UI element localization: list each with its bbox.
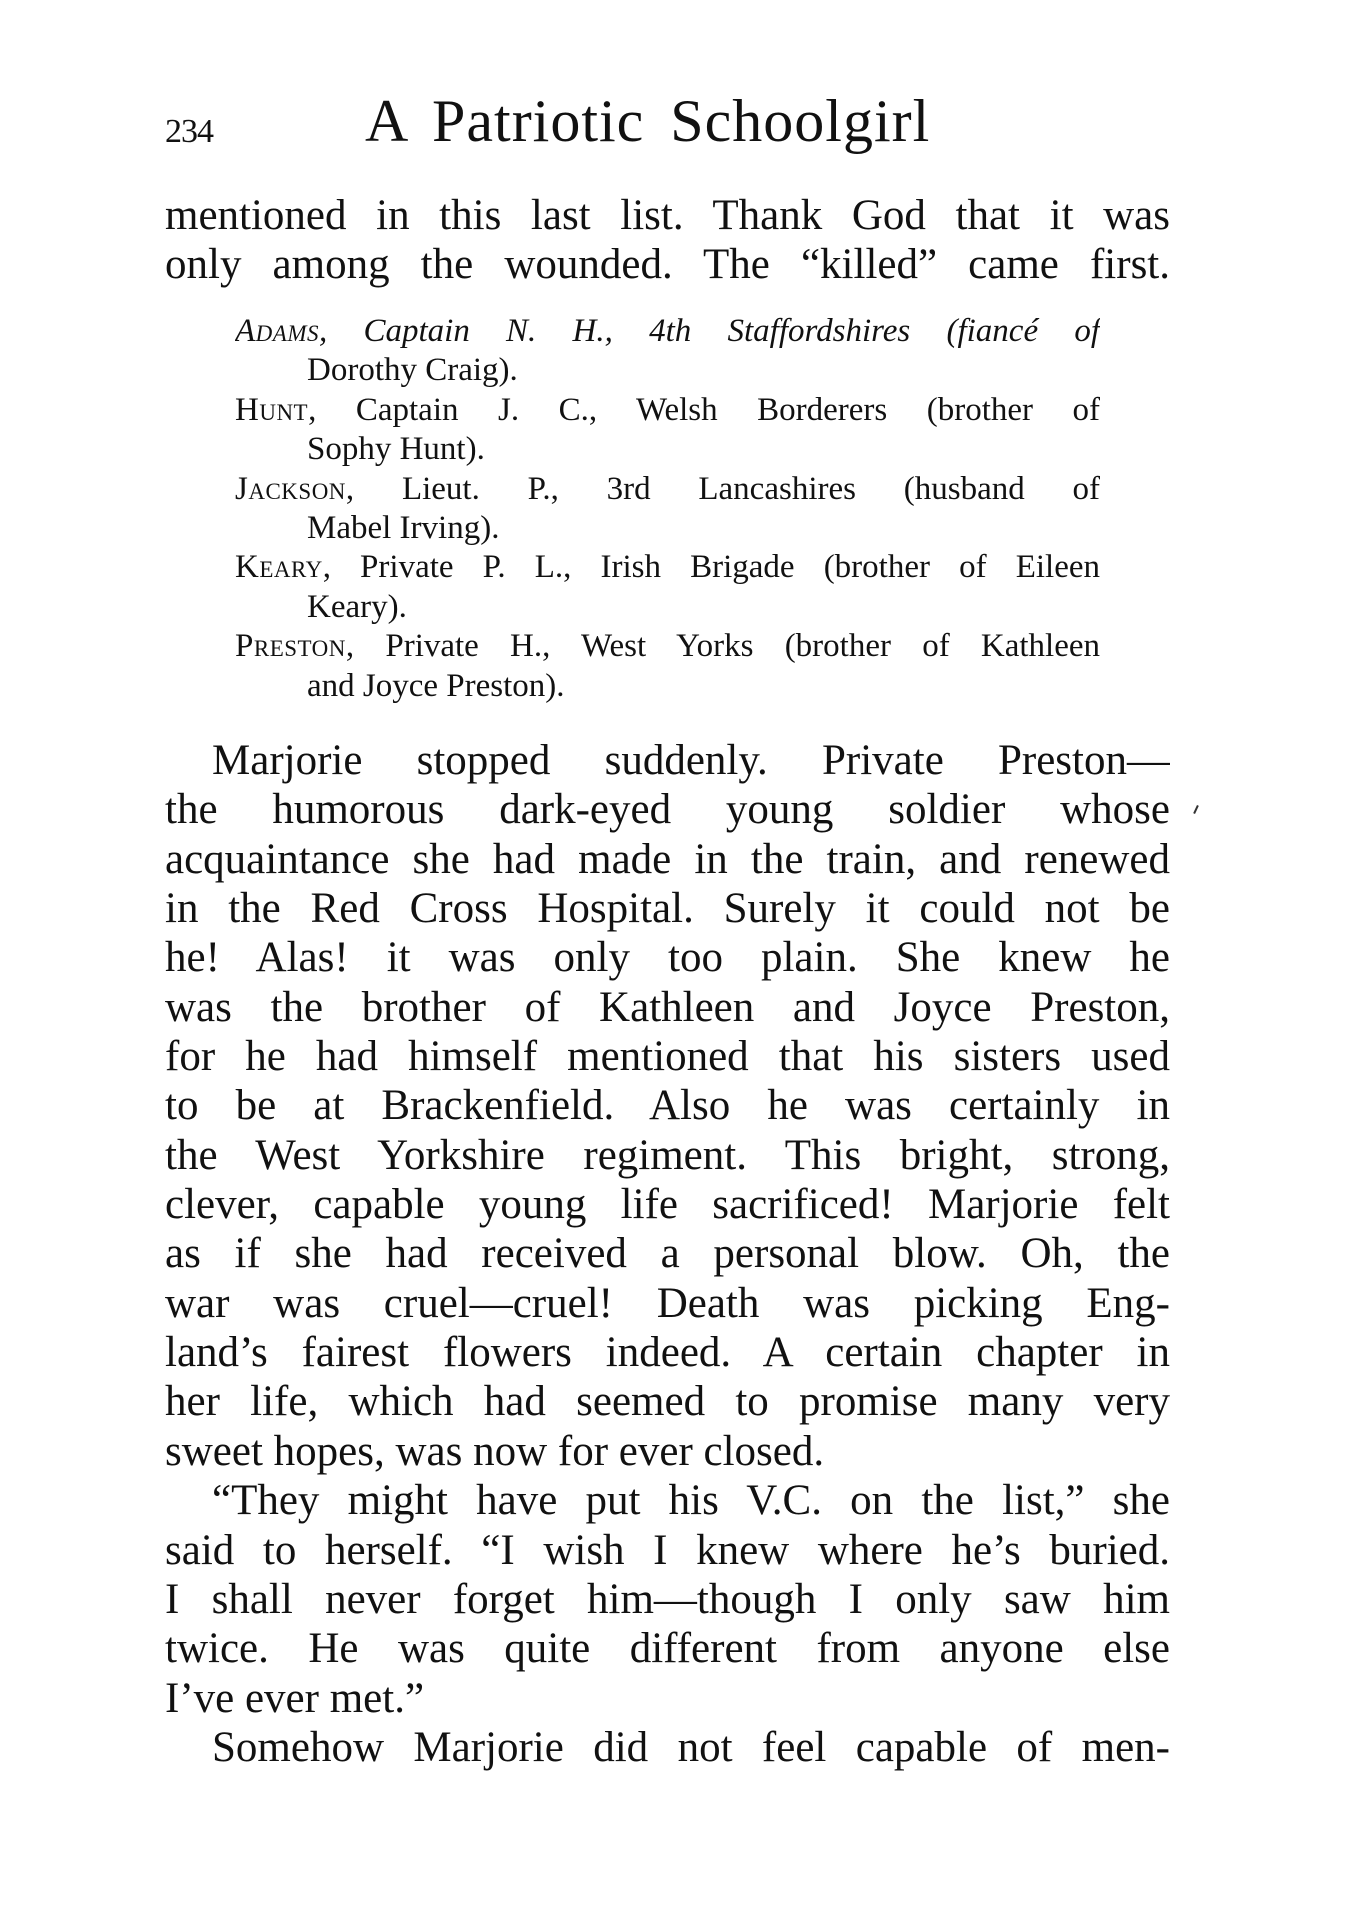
paragraph: [165, 1476, 1170, 1723]
text-line: Somehow Marjorie did not feel capable of men-: [212, 1723, 1170, 1771]
text-line: her life, which had seemed to promise many very: [165, 1378, 1170, 1426]
text-line: clever, capable young life sacrificed! Marjorie felt: [165, 1181, 1170, 1229]
entry-surname: Hunt: [235, 391, 309, 428]
casualty-entry: [235, 312, 1100, 391]
entry-details: , Private H., West Yorks (brother of Kathleen: [345, 628, 1100, 665]
entry-first-line: [235, 627, 1100, 666]
entry-first-line: [235, 548, 1100, 587]
entry-surname: Adams: [235, 313, 319, 349]
entry-details: , Private P. L., Irish Brigade (brother of Eileen: [322, 549, 1100, 586]
text-line: sweet hopes, was now for ever closed.: [165, 1427, 825, 1475]
text-line: twice. He was quite different from anyone else: [165, 1625, 1170, 1673]
text-line: was the brother of Kathleen and Joyce Preston,: [165, 983, 1170, 1031]
entry-surname: Keary: [235, 549, 323, 586]
casualty-entry: [235, 391, 1100, 470]
text-line: only among the wounded. The “killed” came first.: [165, 241, 1170, 289]
entry-details: , Captain J. C., Welsh Borderers (brother of: [308, 391, 1100, 428]
paragraph: [165, 736, 1170, 1476]
main-text: [165, 736, 1170, 1772]
page-number: 234: [165, 113, 213, 150]
entry-details: , Lieut. P., 3rd Lancashires (husband of: [345, 470, 1100, 507]
text-line: said to herself. “I wish I knew where he’s buried.: [165, 1526, 1170, 1574]
paragraph: [165, 1723, 1170, 1772]
text-line: land’s fairest flowers indeed. A certain chapter in: [165, 1329, 1170, 1377]
text-line: as if she had received a personal blow. Oh, the: [165, 1230, 1170, 1278]
paper-speck: [1193, 805, 1199, 814]
text-line: to be at Brackenfield. Also he was certainly in: [165, 1082, 1170, 1130]
intro-text: [165, 191, 1170, 290]
text-line: for he had himself mentioned that his sisters used: [165, 1033, 1170, 1081]
entry-first-line: [235, 391, 1100, 430]
entry-continuation: Keary).: [307, 588, 407, 625]
text-line: Marjorie stopped suddenly. Private Preston—: [212, 737, 1170, 784]
text-line: mentioned in this last list. Thank God that it was: [165, 192, 1170, 239]
text-line: the West Yorkshire regiment. This bright, strong,: [165, 1131, 1170, 1179]
text-line: I shall never forget him—though I only saw him: [165, 1575, 1170, 1623]
entry-first-line: [235, 312, 1100, 351]
entry-continuation: and Joyce Preston).: [307, 667, 565, 704]
running-title: A Patriotic Schoolgirl: [365, 88, 931, 154]
entry-first-line: [235, 470, 1100, 509]
entry-surname: Jackson: [235, 470, 346, 507]
text-line: acquaintance she had made in the train, and renewed: [165, 835, 1170, 883]
text-line: war was cruel—cruel! Death was picking Eng-: [165, 1279, 1170, 1327]
text-line: “They might have put his V.C. on the list,” she: [212, 1477, 1170, 1525]
entry-details: , Captain N. H., 4th Staffordshires (fiancé of: [318, 313, 1100, 349]
text-line: he! Alas! it was only too plain. She knew he: [165, 934, 1170, 982]
casualty-entry: [235, 470, 1100, 549]
running-head: [165, 88, 1170, 158]
casualty-entry: [235, 627, 1100, 706]
entry-continuation: Dorothy Craig).: [307, 352, 518, 389]
casualty-list: [235, 312, 1100, 706]
text-line: in the Red Cross Hospital. Surely it could not be: [165, 885, 1170, 933]
text-line: the humorous dark-eyed young soldier whose: [165, 786, 1170, 834]
entry-continuation: Mabel Irving).: [307, 509, 500, 546]
entry-continuation: Sophy Hunt).: [307, 431, 485, 468]
text-line: I’ve ever met.”: [165, 1674, 425, 1722]
entry-surname: Preston: [235, 628, 346, 665]
casualty-entry: [235, 548, 1100, 627]
